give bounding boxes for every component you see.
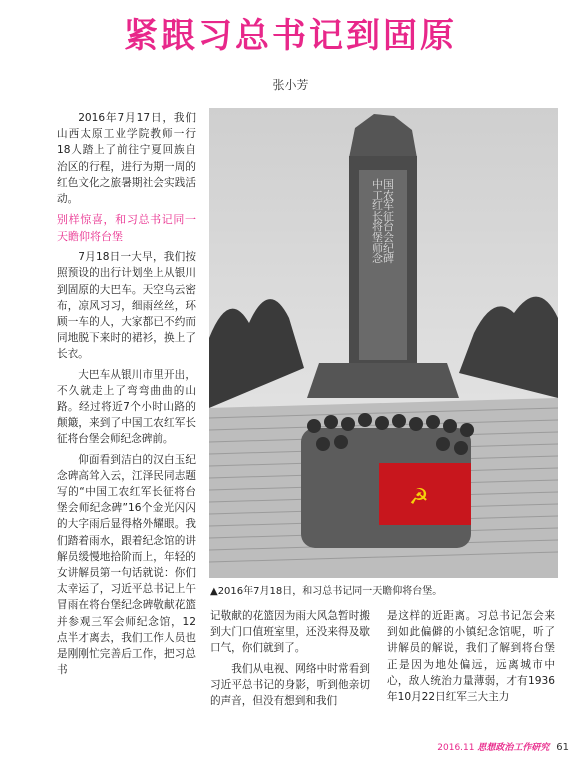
page-footer xyxy=(437,740,569,753)
paragraph: 2016年7月17日，我们山西太原工业学院教师一行18人踏上了前往宁夏回族自治区的行程，进行为期一周的红色文化之旅暑期社会实践活动。 xyxy=(57,112,196,206)
photo-caption: ▲2016年7月18日，和习总书记同一天瞻仰将台堡。 xyxy=(210,586,443,597)
party-emblem-icon: ☭ xyxy=(409,485,429,510)
paragraph: 7月18日一大早，我们按照预设的出行计划坐上从银川到固原的大巴车。天空乌云密布，凉风习习，细雨丝丝，环顾一车的人，大家都已不约而同地脱下来时的裙衫，换上了长衣。 xyxy=(57,251,196,361)
paragraph: 仰面看到洁白的汉白玉纪念碑高耸入云，江泽民同志题写的“中国工农红军长征将台堡会师纪念碑”16个金光闪闪的大字雨后显得格外耀眼。我们踏着雨水，跟着纪念馆的讲解员缓慢地拾阶而上，年轻的女讲解员第一句话就说：你们太幸运了，习近平总书记上午冒雨在将台堡纪念碑敬献花篮并参观三军会师纪念馆，12点半才离去，我们工作人员也是刚刚忙完善后工作，把习总书 xyxy=(57,453,196,677)
page-number: 61 xyxy=(556,742,569,753)
paragraph: 是这样的近距离。习总书记怎会来到如此偏僻的小镇纪念馆呢，听了讲解员的解说，我们了解到将台堡正是因为地处偏远，远离城市中心，敌人统治力量薄弱，才有1936年10月22日红军三大主力 xyxy=(387,610,555,704)
left-column xyxy=(57,110,196,683)
monument-group-photo xyxy=(209,108,558,578)
paragraph: 大巴车从银川市里开出，不久就走上了弯弯曲曲的山路。经过将近7个小时山路的颠簸，来到了中国工农红军长征将台堡会师纪念碑前。 xyxy=(57,368,196,446)
middle-column xyxy=(210,608,370,713)
article-title: 紧跟习总书记到固原 xyxy=(124,16,457,56)
paragraph: 记敬献的花篮因为雨大风急暂时搬到大门口值班室里，还没来得及歇口气，你们就到了。 xyxy=(210,610,370,655)
paragraph: 我们从电视、网络中时常看到习近平总书记的身影，听到他亲切的声音，但没有想到和我们 xyxy=(210,662,370,708)
magazine-name: 思想政治工作研究 xyxy=(477,743,550,753)
monument-base xyxy=(307,363,459,398)
right-column xyxy=(387,608,555,709)
monument-inscription: 中国工农红军长征将台堡会师纪念碑 xyxy=(372,178,394,266)
article-author: 张小芳 xyxy=(272,78,309,92)
section-subheading: 别样惊喜，和习总书记同一天瞻仰将台堡 xyxy=(57,213,196,244)
issue-date: 2016.11 xyxy=(437,743,475,753)
